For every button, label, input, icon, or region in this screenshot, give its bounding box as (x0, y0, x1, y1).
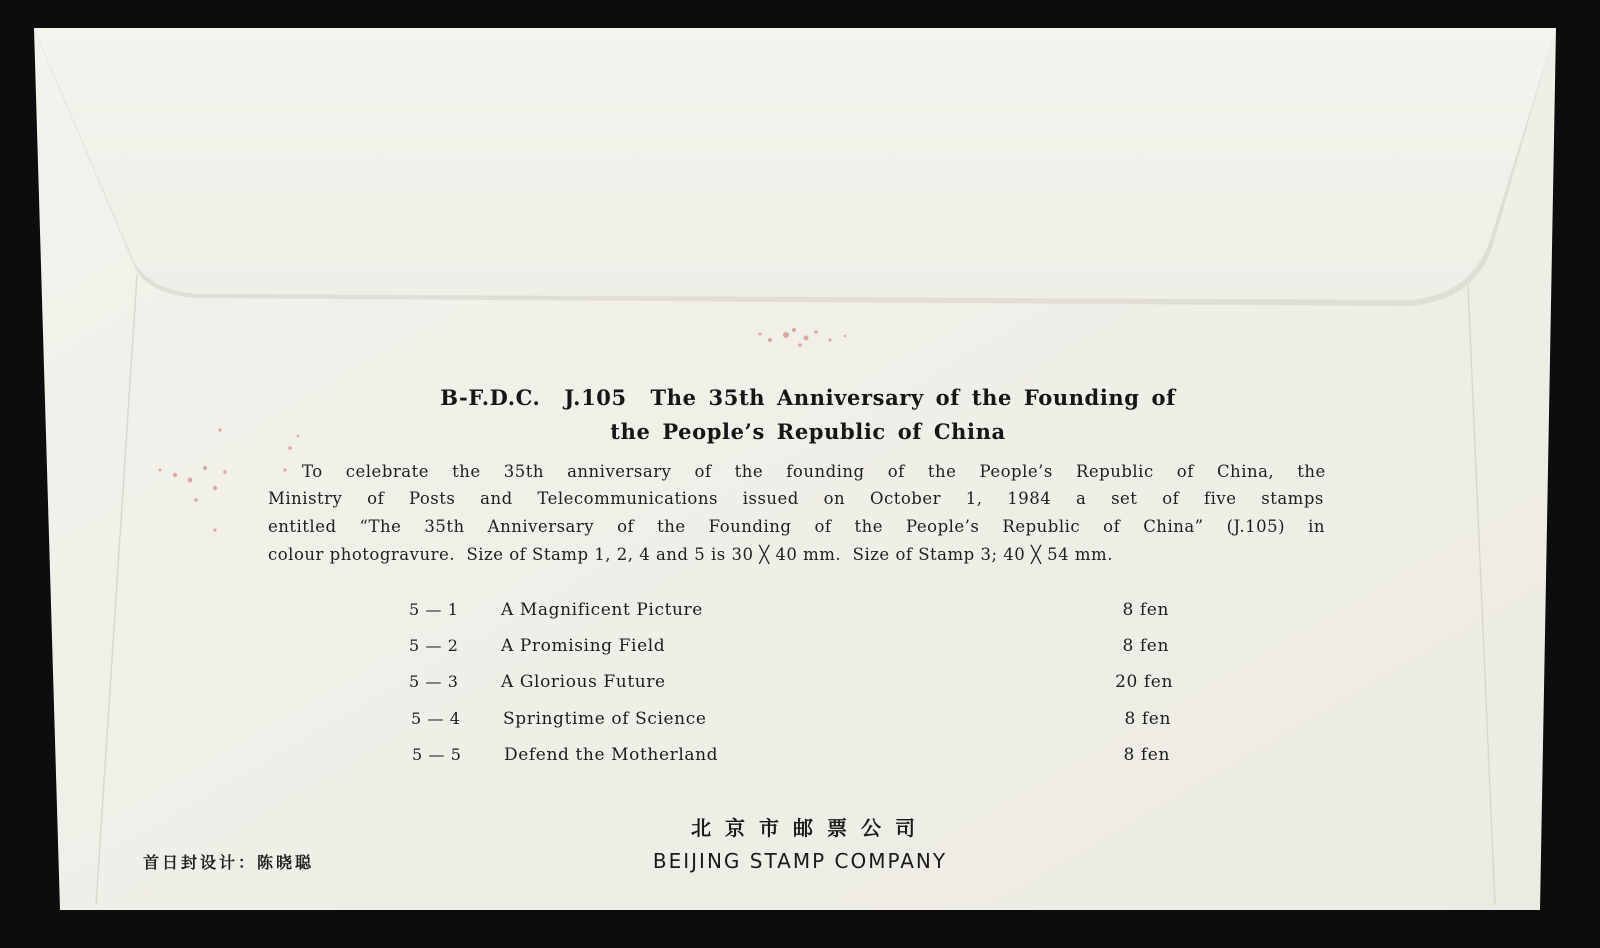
description-word: China, (1216, 462, 1275, 481)
description-word: “The (359, 517, 402, 536)
stamp-value: 8 fen (1122, 636, 1169, 656)
description-word: on (823, 489, 846, 508)
description-word: of (617, 517, 635, 536)
stamp-number: 5 — 5 (412, 745, 462, 764)
stamp-name: A Glorious Future (501, 672, 666, 692)
designer-credit: 首日封设计：陈晓聪 (143, 853, 315, 872)
description-word: Republic (1075, 462, 1154, 481)
description-word: October (869, 489, 941, 508)
cover-title-line-1: B-F.D.C. J.105 The 35th Anniversary of the Founding of (440, 385, 1176, 410)
description-word: Posts (408, 489, 456, 508)
stamp-name: A Magnificent Picture (501, 600, 703, 620)
description-line-3 (268, 517, 1325, 536)
description-word: Ministry (268, 489, 343, 508)
stamp-number: 5 — 4 (411, 709, 461, 728)
description-word: Anniversary (487, 517, 595, 536)
stamp-value: 8 fen (1124, 709, 1171, 729)
description-line-1 (268, 462, 1326, 481)
description-word: and (480, 489, 513, 508)
description-word: anniversary (567, 462, 672, 481)
description-word: To (302, 462, 323, 481)
description-word: founding (786, 462, 865, 481)
stamp-number: 5 — 3 (409, 672, 459, 691)
description-word: the (734, 462, 764, 481)
description-word: of (1176, 462, 1194, 481)
description-line-4: colour photogravure. Size of Stamp 1, 2, 4 and 5 is 30 ╳ 40 mm. Size of Stamp 3; 40 ╳ 54 mm. (268, 545, 1113, 564)
description-word: set (1111, 489, 1138, 508)
company-name-english: BEIJING STAMP COMPANY (652, 849, 948, 873)
description-word: of (814, 517, 832, 536)
description-word: of (367, 489, 385, 508)
description-word: China” (1143, 517, 1204, 536)
stamp-value: 20 fen (1115, 672, 1173, 692)
description-word: of (1103, 517, 1121, 536)
description-word: of (694, 462, 712, 481)
cover-title-line-2: the People’s Republic of China (610, 419, 1006, 444)
stamp-value: 8 fen (1123, 745, 1170, 765)
stamp-name: Defend the Motherland (504, 745, 719, 765)
description-word: five (1204, 489, 1237, 508)
description-word: entitled (268, 517, 337, 536)
stamp-number: 5 — 1 (409, 600, 459, 619)
description-word: Telecommunications (537, 489, 718, 508)
company-name-chinese: 北京市邮票公司 (691, 816, 929, 840)
stamp-number: 5 — 2 (409, 636, 459, 655)
description-word: of (1162, 489, 1180, 508)
description-word: 35th (503, 462, 544, 481)
description-word: a (1075, 489, 1087, 508)
stamp-name: Springtime of Science (503, 709, 707, 729)
description-word: 35th (424, 517, 465, 536)
description-word: the (657, 517, 686, 536)
description-word: People’s (979, 462, 1053, 481)
description-word: stamps (1261, 489, 1324, 508)
description-word: Founding (708, 517, 792, 536)
description-word: People’s (906, 517, 980, 536)
description-word: Republic (1002, 517, 1081, 536)
description-word: the (1297, 462, 1326, 481)
description-word: the (927, 462, 957, 481)
description-word: celebrate (345, 462, 429, 481)
description-word: of (887, 462, 905, 481)
description-word: in (1308, 517, 1325, 536)
stamp-name: A Promising Field (501, 636, 666, 656)
description-word: issued (742, 489, 799, 508)
description-line-2 (268, 489, 1324, 508)
description-word: the (854, 517, 884, 536)
description-word: (J.105) (1226, 517, 1286, 536)
description-word: the (452, 462, 481, 481)
description-word: 1, (965, 489, 983, 508)
description-word: 1984 (1007, 489, 1052, 508)
stamp-value: 8 fen (1122, 600, 1169, 620)
